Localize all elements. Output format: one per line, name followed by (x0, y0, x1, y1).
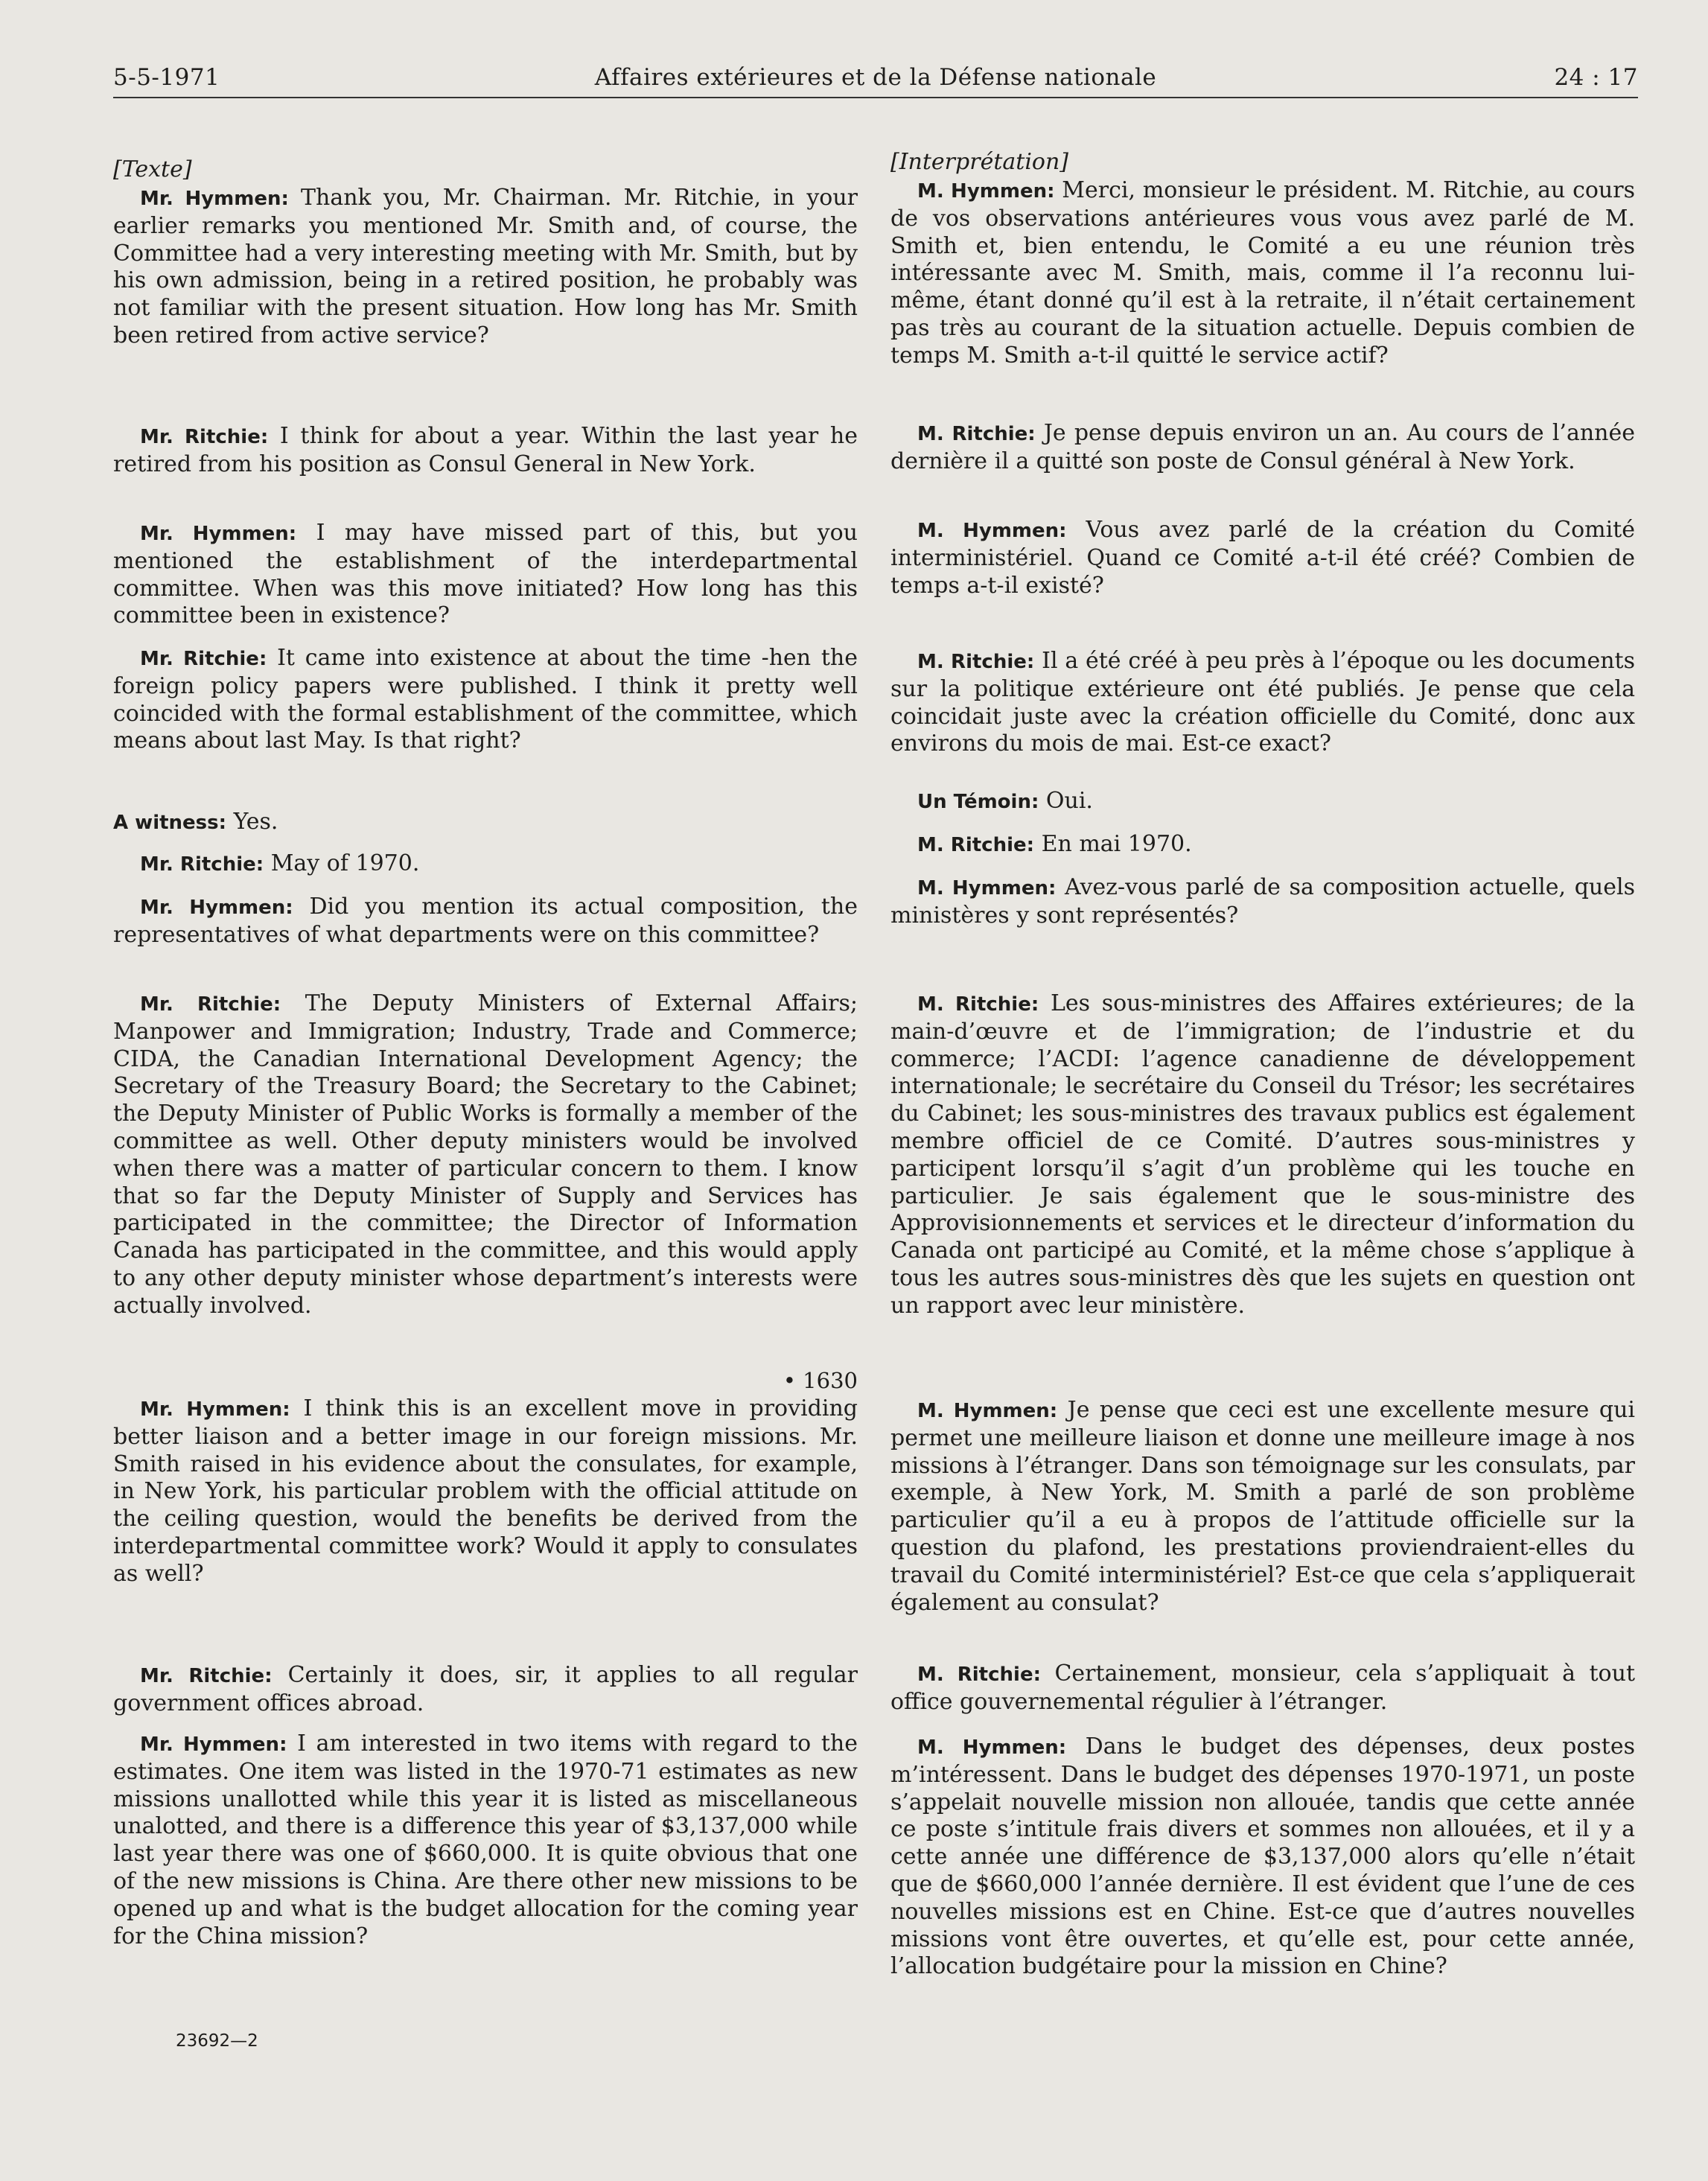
speaker-name: M. Hymmen: (917, 520, 1067, 542)
speech-text: Je pense depuis environ un an. Au cours de l’année dernière il a quitté son poste de Consul général à New York. (890, 420, 1635, 474)
speaker-name: Mr. Hymmen: (140, 188, 289, 210)
right-paragraph-11 (890, 1733, 1635, 1981)
speaker-name: Mr. Hymmen: (140, 1398, 290, 1421)
speaker-name: Mr. Hymmen: (140, 897, 293, 919)
speaker-name: M. Hymmen: (917, 877, 1057, 900)
right-paragraph-5 (890, 788, 1635, 816)
speech-text: I am interested in two items with regard to the estimates. One item was listed in the 1970-71 estimates as new missions unallotted while this year it is listed as miscellaneous unalotted, and there is a difference this year of $3,137,000 while last year there was one of $660,000. It is quite obvious that one of the new missions is China. Are there other new missions to be opened up and what is the budget allocation for the coming year for the China mission? (113, 1731, 858, 1949)
speech-text: Certainement, monsieur, cela s’appliquait à tout office gouvernemental régulier à l’étranger. (890, 1661, 1635, 1715)
footer-print-code: 23692—2 (176, 2031, 258, 2051)
left-paragraph-9 (113, 1395, 858, 1588)
speech-text: I think for about a year. Within the last year he retired from his position as Consul General in New York. (113, 423, 858, 477)
speaker-name: M. Ritchie: (917, 834, 1035, 856)
running-header (113, 61, 1638, 98)
right-paragraph-4 (890, 648, 1635, 758)
speech-text: Oui. (1039, 788, 1093, 814)
right-paragraph-7 (890, 874, 1635, 930)
speaker-name: M. Hymmen: (917, 1736, 1067, 1759)
speaker-name: A witness: (113, 812, 227, 834)
speech-text: Dans le budget des dépenses, deux postes m’intéressent. Dans le budget des dépenses 1970-1971, un poste s’appelait nouvelle mission non allouée, tandis que cette année ce poste s’intitule frais divers et sommes non allouées, et il y a cette année une différence de $3,137,000 alors qu’elle n’était que de $660,000 l’année dernière. Il est évident que l’une de ces nouvelles missions est en Chine. Est-ce que d’autres nouvelles missions vont être ouvertes, et qu’elle est, pour cette année, l’allocation budgétaire pour la mission en Chine? (890, 1733, 1635, 1980)
speech-text: Thank you, Mr. Chairman. Mr. Ritchie, in your earlier remarks you mentioned Mr. Smith and, of course, the Committee had a very interesting meeting with Mr. Smith, but by his own admission, being in a retired position, he probably was not familiar with the present situation. How long has Mr. Smith been retired from active service? (113, 185, 858, 348)
right-paragraph-1 (890, 177, 1635, 370)
speaker-name: M. Ritchie: (917, 1663, 1041, 1686)
left-paragraph-11 (113, 1731, 858, 1950)
speaker-name: Mr. Hymmen: (140, 1733, 287, 1756)
speaker-name: Mr. Ritchie: (140, 1665, 273, 1687)
speech-text: Vous avez parlé de la création du Comité interministériel. Quand ce Comité a-t-il été créé? Combien de temps a-t-il existé? (890, 517, 1635, 599)
speech-text: The Deputy Ministers of External Affairs; Manpower and Immigration; Industry, Trade and Commerce; CIDA, the Canadian International Development Agency; the Secretary of the Treasury Board; the Secretary to the Cabinet; the Deputy Minister of Public Works is formally a member of the committee as well. Other deputy ministers would be involved when there was a matter of particular concern to them. I know that so far the Deputy Minister of Supply and Services has participated in the committee; the Director of Information Canada has participated in the committee, and this would apply to any other deputy minister whose department’s interests were actually involved. (113, 990, 858, 1319)
right-paragraph-9 (890, 1397, 1635, 1617)
speaker-name: Mr. Ritchie: (140, 426, 269, 448)
speech-text: It came into existence at about the time -hen the foreign policy papers were published. I think it pretty well coincided with the formal establishment of the committee, which means about last May. Is that right? (113, 645, 858, 754)
right-paragraph-2 (890, 420, 1635, 476)
speech-text: Il a été créé à peu près à l’époque ou les documents sur la politique extérieure ont été publiés. Je pense que cela coincidait juste avec la création officielle du Comité, donc aux environs du mois de mai. Est-ce exact? (890, 648, 1635, 757)
right-paragraph-6 (890, 831, 1635, 859)
right-paragraph-8 (890, 990, 1635, 1320)
speaker-name: Mr. Ritchie: (140, 853, 264, 876)
speech-text: I may have missed part of this, but you mentioned the establishment of the interdepartmental committee. When was this move initiated? How long has this committee been in existence? (113, 520, 858, 629)
header-page-number: 24 : 17 (1554, 64, 1638, 91)
speaker-name: Un Témoin: (917, 791, 1039, 813)
left-paragraph-2 (113, 423, 858, 479)
speaker-name: M. Ritchie: (917, 423, 1036, 445)
left-paragraph-10 (113, 1662, 858, 1718)
speaker-name: M. Ritchie: (917, 993, 1039, 1016)
speaker-name: Mr. Ritchie: (140, 648, 267, 670)
speech-text: En mai 1970. (1034, 831, 1192, 857)
left-paragraph-7 (113, 894, 858, 949)
speaker-name: M. Hymmen: (917, 1400, 1058, 1422)
left-paragraph-8 (113, 990, 858, 1320)
left-paragraph-1 (113, 185, 858, 350)
right-paragraph-3 (890, 517, 1635, 599)
speech-text: Did you mention its actual composition, the representatives of what departments were on this committee? (113, 894, 858, 948)
section-label-texte: [Texte] (113, 156, 192, 182)
left-paragraph-5 (113, 809, 858, 837)
left-paragraph-4 (113, 645, 858, 755)
left-paragraph-6 (113, 850, 858, 879)
speech-text: Yes. (226, 809, 278, 835)
speech-text: May of 1970. (264, 850, 420, 876)
section-label-interpretation: [Interprétation] (890, 149, 1069, 175)
speech-text: Certainly it does, sir, it applies to all regular government offices abroad. (113, 1662, 858, 1716)
speaker-name: M. Ritchie: (917, 651, 1035, 673)
speech-text: Je pense que ceci est une excellente mesure qui permet une meilleure liaison et donne une meilleure image à nos missions à l’étranger. Dans son témoignage sur les consulats, par exemple, à New York, M. Smith a parlé de son problème particulier qu’il a eu à propos de l’attitude officielle sur la question du plafond, les prestations proviendraient-elles du travail du Comité interministériel? Est-ce que cela s’appliquerait également au consulat? (890, 1397, 1635, 1616)
speech-text: I think this is an excellent move in providing better liaison and a better image in our foreign missions. Mr. Smith raised in his evidence about the consulates, for example, in New York, his particular problem with the official attitude on the ceiling question, would the benefits be derived from the interdepartmental committee work? Would it apply to consulates as well? (113, 1395, 858, 1587)
left-paragraph-3 (113, 520, 858, 630)
speech-text: Merci, monsieur le président. M. Ritchie, au cours de vos observations antérieures vous vous avez parlé de M. Smith et, bien entendu, le Comité a eu une réunion très intéressante avec M. Smith, mais, comme il l’a reconnu lui-même, étant donné qu’il est à la retraite, il n’était certainement pas très au courant de la situation actuelle. Depuis combien de temps M. Smith a-t-il quitté le service actif? (890, 177, 1635, 369)
header-date: 5-5-1971 (113, 64, 220, 91)
speech-text: Avez-vous parlé de sa composition actuelle, quels ministères y sont représentés? (890, 874, 1635, 929)
header-title: Affaires extérieures et de la Défense nationale (594, 64, 1157, 91)
speaker-name: Mr. Hymmen: (140, 523, 297, 545)
speech-text: Les sous-ministres des Affaires extérieures; de la main-d’œuvre et de l’immigration; de l’industrie et du commerce; l’ACDI: l’agence canadienne de développement internationale; le secrétaire du Conseil du Trésor; les secrétaires du Cabinet; les sous-ministres des travaux publics est également membre officiel de ce Comité. D’autres sous-ministres y participent lorsqu’il s’agit d’un problème qui les touche en particulier. Je sais également que le sous-ministre des Approvisionnements et services et le directeur d’information du Canada ont participé au Comité, et la même chose s’applique à tous les autres sous-ministres dès que les sujets en question ont un rapport avec leur ministère. (890, 990, 1635, 1319)
speaker-name: M. Hymmen: (917, 180, 1055, 203)
right-paragraph-10 (890, 1661, 1635, 1716)
speaker-name: Mr. Ritchie: (140, 993, 281, 1016)
time-marker: • 1630 (783, 1368, 858, 1393)
